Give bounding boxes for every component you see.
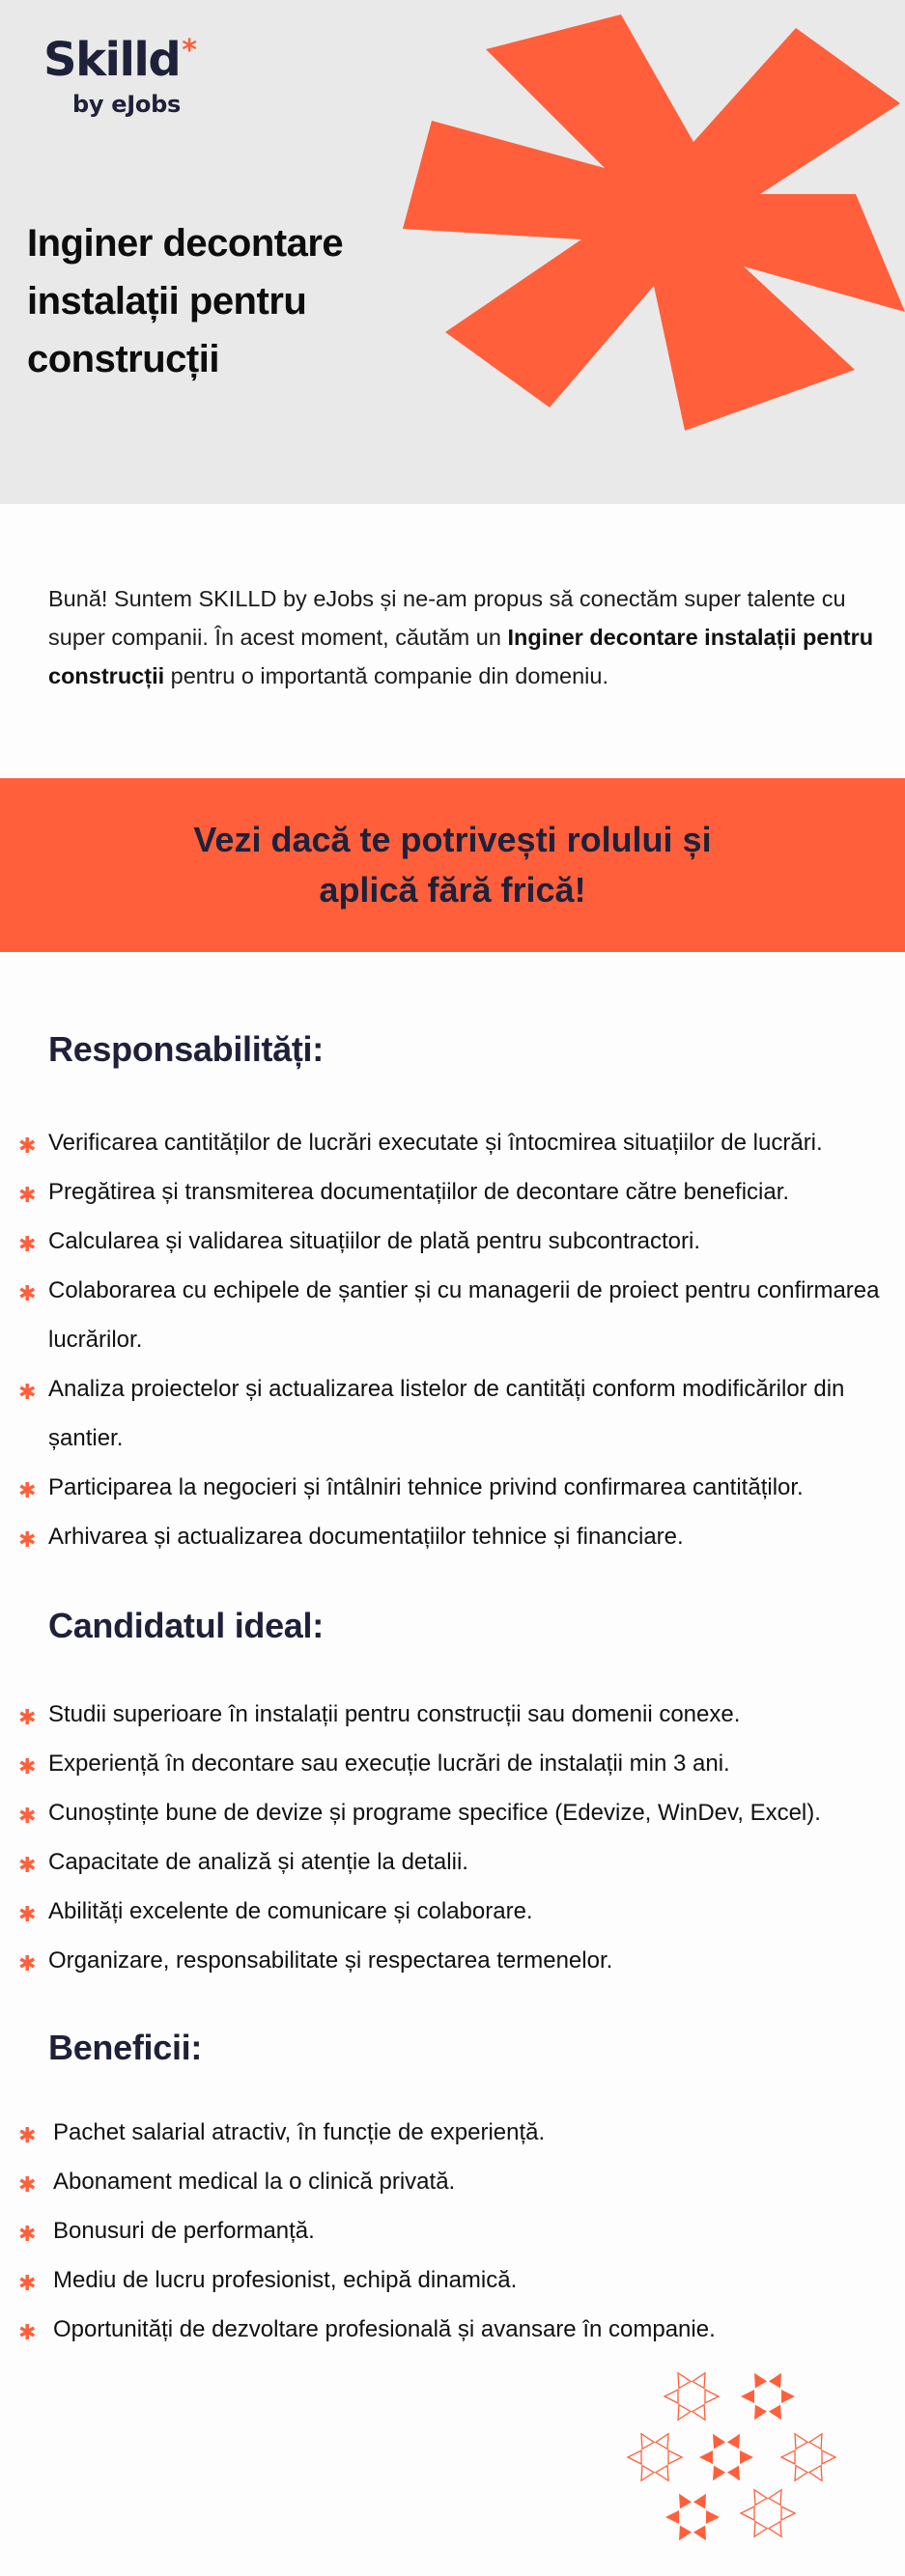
cta-banner — [0, 778, 905, 952]
asterisk-bullet-icon: ✱ — [18, 2123, 37, 2147]
list-item: ✱ Calcularea și validarea situațiilor de plată pentru subcontractori. — [0, 1217, 905, 1266]
list-item: ✱ Organizare, responsabilitate și respectarea termenelor. — [0, 1936, 905, 1985]
asterisk-bullet-icon: ✱ — [18, 2271, 37, 2295]
asterisk-bullet-icon: ✱ — [18, 1183, 37, 1207]
intro-text-after: pentru o importantă companie din domeniu. — [164, 663, 608, 688]
asterisk-bullet-icon: ✱ — [18, 1527, 37, 1552]
intro-paragraph — [48, 579, 879, 695]
list-item: ✱ Verificarea cantităților de lucrări executate și întocmirea situațiilor de lucrări. — [0, 1118, 905, 1167]
responsibilities-list — [0, 1118, 905, 1561]
benefits-heading: Beneficii: — [48, 2028, 203, 2067]
job-title: Inginer decontare instalații pentru construcții — [27, 222, 344, 380]
asterisk-bullet-icon: ✱ — [18, 1754, 37, 1778]
asterisk-bullet-icon: ✱ — [18, 2172, 37, 2197]
list-item: ✱ Experiență în decontare sau execuție lucrări de instalații min 3 ani. — [0, 1739, 905, 1788]
list-item: ✱ Cunoștințe bune de devize și programe specifice (Edevize, WinDev, Excel). — [0, 1788, 905, 1837]
list-item: ✱ Pregătirea și transmiterea documentațiilor de decontare către beneficiar. — [0, 1167, 905, 1217]
list-item: ✱ Bonusuri de performanță. — [0, 2206, 905, 2255]
asterisk-bullet-icon: ✱ — [18, 2320, 37, 2344]
list-item: ✱ Oportunități de dezvoltare profesională și avansare în companie. — [0, 2305, 905, 2354]
hero-header — [0, 0, 905, 504]
asterisk-bullet-icon: ✱ — [18, 1281, 37, 1305]
list-item: ✱ Abilități excelente de comunicare și colaborare. — [0, 1887, 905, 1936]
asterisk-bullet-icon: ✱ — [18, 1804, 37, 1828]
responsibilities-heading: Responsabilități: — [48, 1029, 324, 1069]
brand-logo[interactable] — [43, 33, 195, 118]
asterisk-bullet-icon: ✱ — [18, 1478, 37, 1502]
list-item: ✱ Arhivarea și actualizarea documentațiilor tehnice și financiare. — [0, 1512, 905, 1561]
list-item: ✱ Capacitate de analiză și atenție la detalii. — [0, 1837, 905, 1887]
list-item: ✱ Abonament medical la o clinică privată. — [0, 2157, 905, 2206]
candidate-heading: Candidatul ideal: — [48, 1606, 324, 1645]
intro-highlight: Inginer decontare instalații pentru construcții — [48, 625, 874, 688]
asterisk-bullet-icon: ✱ — [18, 1902, 37, 1926]
brand-asterisk-icon: * — [182, 34, 196, 68]
intro-text-before: Bună! Suntem SKILLD by eJobs și ne-am propus să conectăm super talente cu super companii. În acest moment, căutăm un — [48, 586, 846, 650]
asterisk-bullet-icon: ✱ — [18, 1134, 37, 1158]
candidate-list — [0, 1690, 905, 1985]
asterisk-bullet-icon: ✱ — [18, 2222, 37, 2246]
asterisk-bullet-icon: ✱ — [18, 1951, 37, 1975]
list-item: ✱ Mediu de lucru profesionist, echipă dinamică. — [0, 2255, 905, 2305]
brand-tagline: by eJobs — [72, 91, 181, 118]
asterisk-bullet-icon: ✱ — [18, 1232, 37, 1256]
list-item: ✱ Studii superioare în instalații pentru construcții sau domenii conexe. — [0, 1690, 905, 1739]
asterisk-bullet-icon: ✱ — [18, 1705, 37, 1729]
list-item: ✱ Pachet salarial atractiv, în funcție de experiență. — [0, 2108, 905, 2157]
asterisk-bullet-icon: ✱ — [18, 1380, 37, 1404]
list-item: ✱ Colaborarea cu echipele de șantier și cu managerii de proiect pentru confirmarea lucrărilor. — [0, 1266, 905, 1364]
list-item: ✱ Analiza proiectelor și actualizarea listelor de cantități conform modificărilor din șantier. — [0, 1364, 905, 1463]
benefits-list — [0, 2108, 905, 2354]
triangle-pattern-icon — [608, 2346, 850, 2576]
list-item: ✱ Participarea la negocieri și întâlniri tehnice privind confirmarea cantităților. — [0, 1463, 905, 1512]
banner-text: Vezi dacă te potrivești rolului și aplică fără frică! — [193, 820, 712, 910]
brand-name: Skilld — [43, 33, 181, 87]
asterisk-bullet-icon: ✱ — [18, 1853, 37, 1877]
